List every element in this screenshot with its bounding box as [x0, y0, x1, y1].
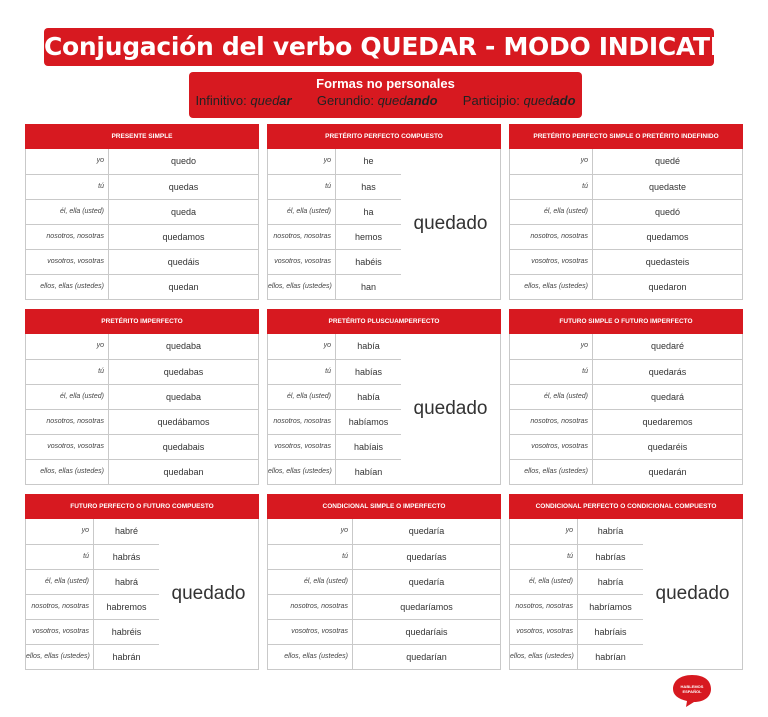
verb-form-cell: quedarás: [648, 367, 687, 377]
pronoun-cell: ellos, ellas (ustedes): [510, 645, 578, 669]
conjugation-row: [510, 249, 742, 274]
non-personal-forms-box: [189, 72, 582, 118]
participle-ending: ado: [552, 93, 576, 108]
tense-header: PRETÉRITO PERFECTO COMPUESTO: [267, 124, 501, 149]
verb-form-cell: queda: [170, 207, 197, 217]
verb-form-cell: quedas: [168, 182, 199, 192]
participle-cell: quedado: [401, 149, 500, 299]
pronoun-cell: vosotros, vosotras: [510, 620, 578, 644]
auxiliary-cell: habrán: [94, 645, 160, 669]
verb-form-cell: quedaba: [165, 392, 202, 402]
pronoun-cell: tú: [510, 545, 578, 569]
auxiliary-cell: habrías: [578, 545, 644, 569]
pronoun-cell: tú: [26, 545, 94, 569]
conjugation-table: [509, 519, 743, 670]
logo-line-2: ESPAÑOL: [682, 689, 702, 694]
conjugation-row: [268, 519, 500, 544]
pronoun-cell: ellos, ellas (ustedes): [268, 460, 336, 484]
verb-form-cell: quedó: [654, 207, 681, 217]
pronoun-cell: él, ella (usted): [268, 385, 336, 409]
verb-form-cell: quedábamos: [157, 417, 210, 427]
pronoun-cell: nosotros, nosotras: [26, 595, 94, 619]
tense-header: CONDICIONAL SIMPLE O IMPERFECTO: [267, 494, 501, 519]
logo-text: [678, 684, 706, 694]
pronoun-cell: yo: [510, 519, 578, 544]
conjugation-row: [26, 174, 258, 199]
pronoun-cell: vosotros, vosotras: [26, 435, 109, 459]
conjugation-row: [268, 569, 500, 594]
pronoun-cell: tú: [510, 360, 593, 384]
participle-stem: qued: [523, 93, 553, 108]
pronoun-cell: él, ella (usted): [510, 570, 578, 594]
auxiliary-cell: has: [336, 175, 402, 199]
pronoun-cell: yo: [510, 334, 593, 359]
pronoun-cell: tú: [26, 360, 109, 384]
conjugation-row: [26, 224, 258, 249]
pronoun-cell: vosotros, vosotras: [268, 435, 336, 459]
auxiliary-cell: habría: [578, 570, 644, 594]
conjugation-table: [509, 334, 743, 485]
verb-form-cell: quedabas: [163, 367, 204, 377]
pronoun-cell: él, ella (usted): [510, 385, 593, 409]
pronoun-cell: ellos, ellas (ustedes): [510, 275, 593, 299]
auxiliary-cell: han: [336, 275, 402, 299]
conjugation-row: [510, 334, 742, 359]
verb-form-cell: quedabais: [162, 442, 205, 452]
pronoun-cell: yo: [26, 334, 109, 359]
participle-cell: quedado: [159, 519, 258, 669]
conjugation-row: [26, 384, 258, 409]
verb-form-cell: quedamos: [162, 232, 205, 242]
auxiliary-cell: habían: [336, 460, 402, 484]
conjugation-row: [26, 249, 258, 274]
non-personal-forms-line: [189, 93, 582, 108]
pronoun-cell: nosotros, nosotras: [510, 225, 593, 249]
pronoun-cell: tú: [268, 360, 336, 384]
auxiliary-cell: habrás: [94, 545, 160, 569]
conjugation-row: [510, 359, 742, 384]
conjugation-row: [510, 149, 742, 174]
conjugation-row: [510, 434, 742, 459]
verb-form-cell: quedaron: [648, 282, 687, 292]
conjugation-row: [26, 149, 258, 174]
pronoun-cell: vosotros, vosotras: [510, 250, 593, 274]
pronoun-cell: ellos, ellas (ustedes): [26, 460, 109, 484]
verb-form-cell: quedaremos: [642, 417, 693, 427]
verb-form-cell: quedaban: [163, 467, 204, 477]
auxiliary-cell: habías: [336, 360, 402, 384]
tense-header: CONDICIONAL PERFECTO O CONDICIONAL COMPUESTO: [509, 494, 743, 519]
verb-form-cell: quedarías: [406, 552, 447, 562]
tense-block-indefinido: [509, 124, 743, 300]
conjugation-row: [268, 644, 500, 669]
conjugation-row: [510, 224, 742, 249]
conjugation-row: [26, 359, 258, 384]
conjugation-table: [267, 519, 501, 670]
participle-cell: quedado: [401, 334, 500, 484]
auxiliary-cell: habríais: [578, 620, 644, 644]
tense-block-futuro-simple: [509, 309, 743, 485]
pronoun-cell: yo: [268, 519, 353, 544]
infinitive-stem: qued: [250, 93, 280, 108]
pronoun-cell: yo: [26, 519, 94, 544]
pronoun-cell: yo: [26, 149, 109, 174]
pronoun-cell: él, ella (usted): [26, 570, 94, 594]
verb-form-cell: quedé: [654, 156, 681, 166]
conjugation-row: [26, 199, 258, 224]
pronoun-cell: vosotros, vosotras: [268, 250, 336, 274]
pronoun-cell: ellos, ellas (ustedes): [26, 645, 94, 669]
verb-form-cell: quedaría: [408, 577, 445, 587]
pronoun-cell: nosotros, nosotras: [268, 225, 336, 249]
pronoun-cell: nosotros, nosotras: [26, 410, 109, 434]
pronoun-cell: yo: [268, 149, 336, 174]
pronoun-cell: ellos, ellas (ustedes): [268, 645, 353, 669]
conjugation-row: [26, 459, 258, 484]
pronoun-cell: vosotros, vosotras: [268, 620, 353, 644]
verb-form-cell: quedarían: [406, 652, 447, 662]
verb-form-cell: quedará: [650, 392, 685, 402]
conjugation-table: [267, 334, 501, 485]
verb-form-cell: quedaba: [165, 341, 202, 351]
participle-label: Participio:: [462, 93, 520, 108]
auxiliary-cell: habrá: [94, 570, 160, 594]
auxiliary-cell: habréis: [94, 620, 160, 644]
pronoun-cell: nosotros, nosotras: [510, 410, 593, 434]
tense-header: FUTURO SIMPLE O FUTURO IMPERFECTO: [509, 309, 743, 334]
auxiliary-cell: había: [336, 385, 402, 409]
conjugation-row: [510, 199, 742, 224]
pronoun-cell: ellos, ellas (ustedes): [268, 275, 336, 299]
auxiliary-cell: habré: [94, 519, 160, 544]
tense-block-futuro-perfecto: [25, 494, 259, 670]
pronoun-cell: él, ella (usted): [26, 200, 109, 224]
pronoun-cell: vosotros, vosotras: [26, 620, 94, 644]
logo-line-1: HABLEMOS: [680, 684, 704, 689]
tense-header: FUTURO PERFECTO O FUTURO COMPUESTO: [25, 494, 259, 519]
gerund-label: Gerundio:: [316, 93, 374, 108]
tense-block-condicional-perfecto: [509, 494, 743, 670]
conjugation-row: [510, 274, 742, 299]
conjugation-row: [268, 594, 500, 619]
pronoun-cell: él, ella (usted): [268, 200, 336, 224]
participle-cell: quedado: [643, 519, 742, 669]
verb-form-cell: quedaréis: [647, 442, 688, 452]
pronoun-cell: tú: [268, 545, 353, 569]
auxiliary-cell: habrían: [578, 645, 644, 669]
pronoun-cell: ellos, ellas (ustedes): [26, 275, 109, 299]
tense-header: PRETÉRITO PLUSCUAMPERFECTO: [267, 309, 501, 334]
tense-header: PRETÉRITO PERFECTO SIMPLE O PRETÉRITO INDEFINIDO: [509, 124, 743, 149]
pronoun-cell: él, ella (usted): [510, 200, 593, 224]
conjugation-row: [510, 459, 742, 484]
auxiliary-cell: habríamos: [578, 595, 644, 619]
verb-form-cell: quedo: [170, 156, 197, 166]
auxiliary-cell: habremos: [94, 595, 160, 619]
gerund-stem: qued: [377, 93, 407, 108]
conjugation-row: [26, 274, 258, 299]
pronoun-cell: nosotros, nosotras: [268, 595, 353, 619]
auxiliary-cell: habíais: [336, 435, 402, 459]
conjugation-table: [509, 149, 743, 300]
page-title: Conjugación del verbo QUEDAR - MODO INDICATIVO: [44, 28, 714, 66]
pronoun-cell: vosotros, vosotras: [510, 435, 593, 459]
verb-form-cell: quedaste: [648, 182, 687, 192]
tense-block-pluscuamperfecto: [267, 309, 501, 485]
tense-header: PRESENTE SIMPLE: [25, 124, 259, 149]
tense-header: PRETÉRITO IMPERFECTO: [25, 309, 259, 334]
verb-form-cell: quedasteis: [645, 257, 690, 267]
pronoun-cell: vosotros, vosotras: [26, 250, 109, 274]
pronoun-cell: él, ella (usted): [26, 385, 109, 409]
verb-form-cell: quedarán: [648, 467, 687, 477]
conjugation-row: [26, 409, 258, 434]
verb-form-cell: quedaríamos: [400, 602, 453, 612]
tense-block-imperfecto: [25, 309, 259, 485]
non-personal-forms-heading: Formas no personales: [316, 76, 455, 91]
auxiliary-cell: hemos: [336, 225, 402, 249]
tense-block-presente: [25, 124, 259, 300]
pronoun-cell: tú: [268, 175, 336, 199]
auxiliary-cell: habéis: [336, 250, 402, 274]
conjugation-row: [268, 544, 500, 569]
verb-form-cell: quedaré: [650, 341, 685, 351]
conjugation-row: [510, 174, 742, 199]
pronoun-cell: nosotros, nosotras: [510, 595, 578, 619]
auxiliary-cell: he: [336, 149, 402, 174]
conjugation-row: [510, 384, 742, 409]
conjugation-table: [25, 334, 259, 485]
conjugation-row: [268, 619, 500, 644]
auxiliary-cell: habría: [578, 519, 644, 544]
pronoun-cell: yo: [510, 149, 593, 174]
conjugation-row: [26, 434, 258, 459]
conjugation-row: [510, 409, 742, 434]
pronoun-cell: él, ella (usted): [268, 570, 353, 594]
auxiliary-cell: ha: [336, 200, 402, 224]
gerund-ending: ando: [406, 93, 438, 108]
auxiliary-cell: habíamos: [336, 410, 402, 434]
conjugation-row: [26, 334, 258, 359]
conjugation-table: [25, 519, 259, 670]
pronoun-cell: tú: [510, 175, 593, 199]
infinitive-ending: ar: [279, 93, 292, 108]
verb-form-cell: quedáis: [167, 257, 200, 267]
conjugation-table: [25, 149, 259, 300]
tense-block-condicional-simple: [267, 494, 501, 670]
conjugation-table: [267, 149, 501, 300]
tense-block-perfecto-compuesto: [267, 124, 501, 300]
verb-form-cell: quedan: [168, 282, 199, 292]
pronoun-cell: nosotros, nosotras: [26, 225, 109, 249]
auxiliary-cell: había: [336, 334, 402, 359]
verb-form-cell: quedaría: [408, 526, 445, 536]
pronoun-cell: nosotros, nosotras: [268, 410, 336, 434]
pronoun-cell: tú: [26, 175, 109, 199]
infinitive-label: Infinitivo:: [195, 93, 247, 108]
verb-form-cell: quedamos: [646, 232, 689, 242]
pronoun-cell: yo: [268, 334, 336, 359]
pronoun-cell: ellos, ellas (ustedes): [510, 460, 593, 484]
verb-form-cell: quedaríais: [405, 627, 448, 637]
